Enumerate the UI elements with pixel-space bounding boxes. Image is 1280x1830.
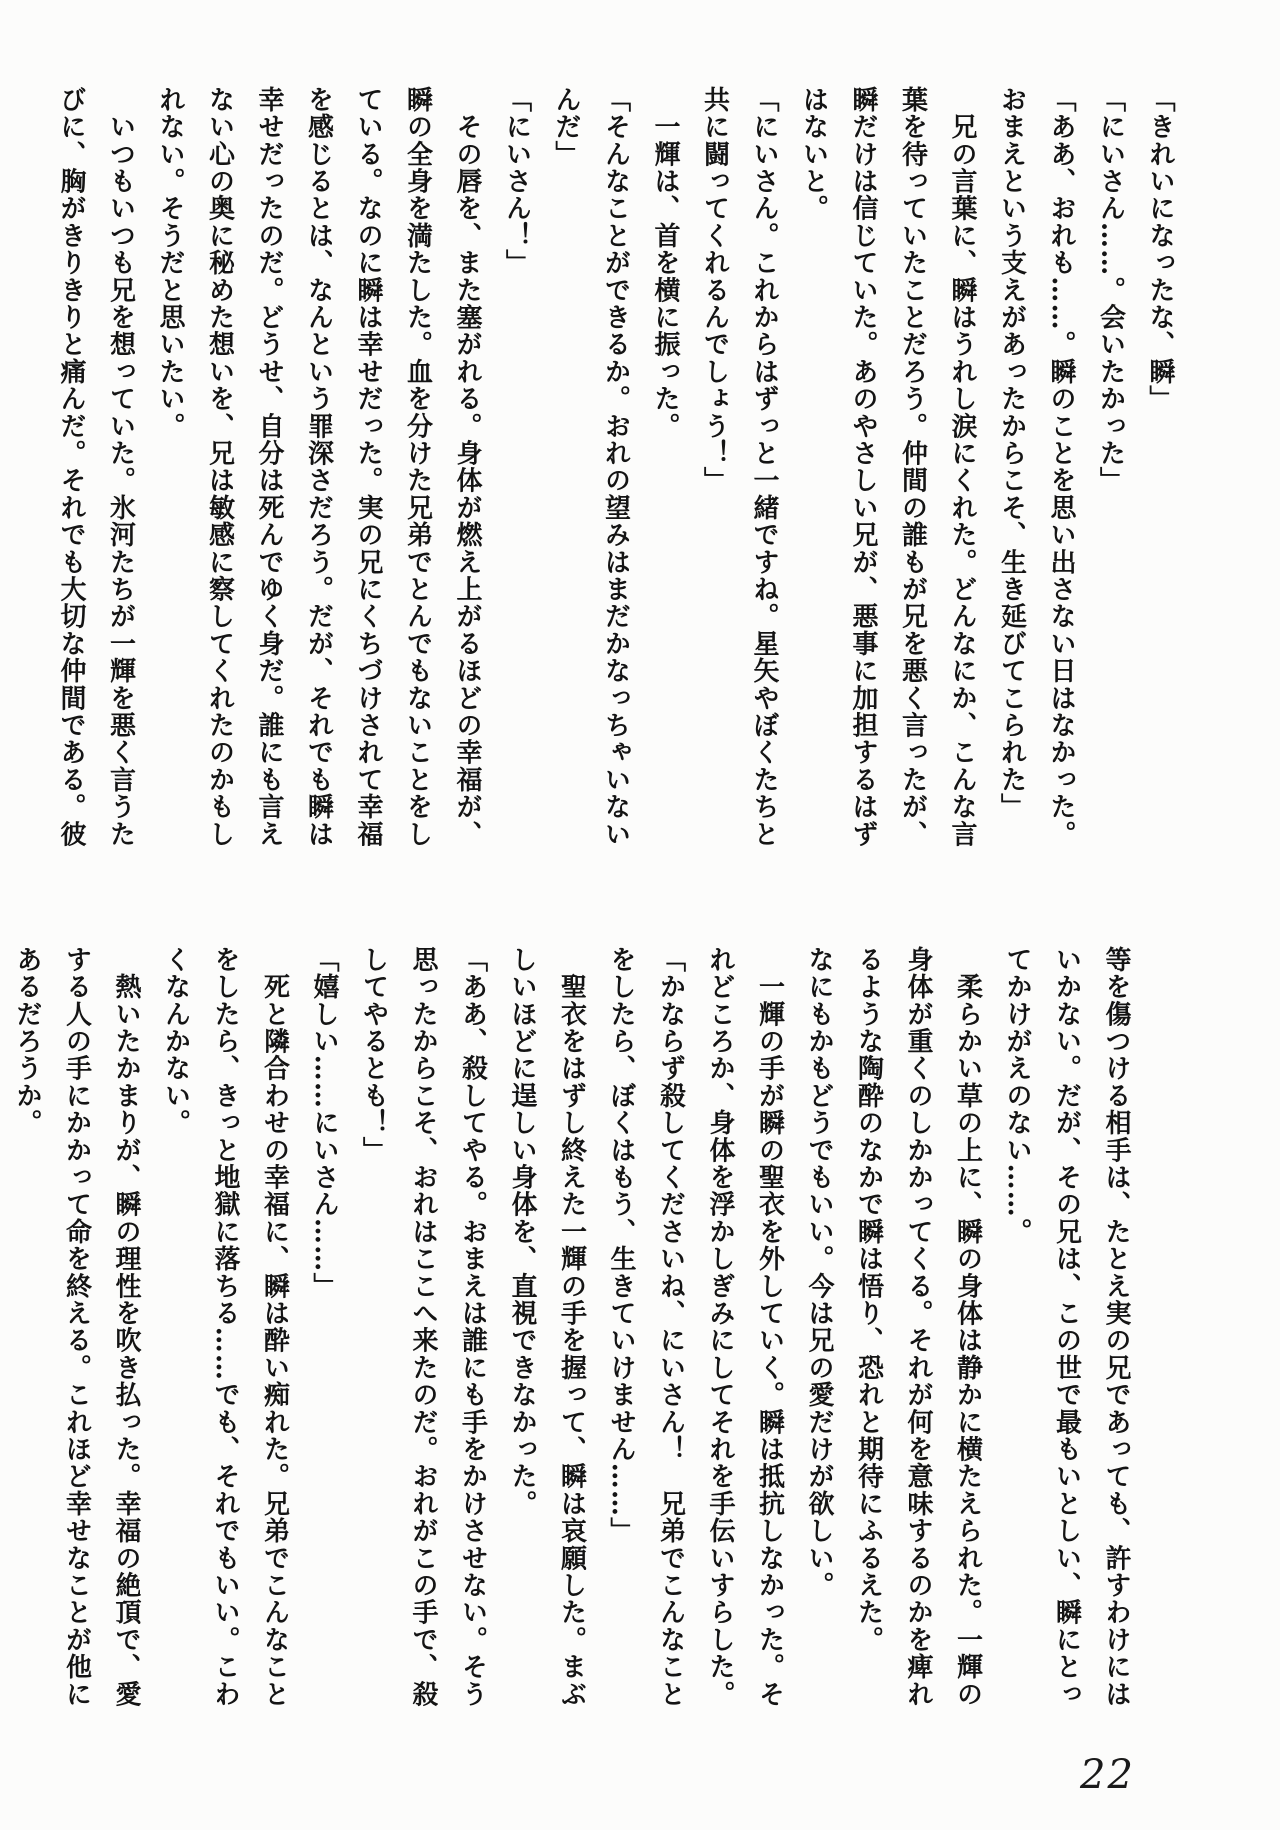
text-line: してやるとも！」 [358,946,389,1164]
text-line: する人の手にかかって命を終える。これほど幸せなことが他に [61,946,92,1708]
text-line: いかない。だが、その兄は、この世で最もいとしい、瞬にとっ [1051,946,1082,1708]
text-line: 共に闘ってくれるんでしょう！」 [699,86,730,494]
text-line: 瞬の全身を満たした。血を分けた兄弟でとんでもないことをし [402,86,433,848]
text-line: なにもかもどうでもいい。今は兄の愛だけが欲しい。 [804,946,834,1599]
text-line: を感じるとは、なんという罪深さだろう。だが、それでも瞬は [303,86,334,848]
text-line: びに、胸がきりきりと痛んだ。それでも大切な仲間である。彼 [56,86,86,848]
text-line: 思ったからこそ、おれはここへ来たのだ。おれがこの手で、殺 [408,946,438,1708]
text-line: 等を傷つける相手は、たとえ実の兄であっても、許すわけには [1101,946,1131,1708]
text-line: 幸せだったのだ。どうせ、自分は死んでゆく身だ。誰にも言え [254,86,284,848]
text-line: 「かならず殺してくださいね、にいさん！ 兄弟でこんなこと [655,946,686,1708]
text-line: おまえという支えがあったからこそ、生き延びてこられた」 [996,86,1027,821]
text-line: しいほどに逞しい身体を、直視できなかった。 [507,946,537,1518]
text-line: 柔らかい草の上に、瞬の身体は静かに横たえられた。一輝の [952,946,983,1708]
text-line: んだ」 [551,86,581,168]
text-line: はないと。 [798,86,829,222]
text-line: 「そんなことができるか。おれの望みはまだかなっちゃいない [600,86,631,848]
text-line: くなんかない。 [160,946,191,1137]
text-line: 瞬だけは信じていた。あのやさしい兄が、悪事に加担するはず [848,86,878,848]
upper-text-block [56,86,1184,888]
text-line: 「ああ、殺してやる。おまえは誰にも手をかけさせない。そう [457,946,488,1708]
lower-text-block [12,946,1140,1732]
text-line: てかけがえのない……。 [1002,946,1032,1246]
text-line: いつもいつも兄を想っていた。氷河たちが一輝を悪く言うた [105,86,136,848]
text-line: をしたら、ぼくはもう、生きていけません……」 [606,946,636,1545]
text-line: 熱いたかまりが、瞬の理性を吹き払った。幸福の絶頂で、愛 [111,946,141,1708]
text-line: 一輝は、首を横に振った。 [650,86,680,440]
text-line: ている。なのに瞬は幸せだった。実の兄にくちづけされて幸福 [353,86,383,848]
text-line: 聖衣をはずし終えた一輝の手を握って、瞬は哀願した。まぶ [556,946,587,1708]
text-line: 葉を待っていたことだろう。仲間の誰もが兄を悪く言ったが、 [897,86,928,848]
text-line: あるだろうか。 [12,946,42,1137]
text-line: 「にいさん！」 [501,86,532,277]
text-line: れどころか、身体を浮かしぎみにしてそれを手伝いすらした。 [705,946,735,1708]
text-line: 死と隣合わせの幸福に、瞬は酔い痴れた。兄弟でこんなこと [259,946,290,1708]
text-line: 「ああ、おれも……。瞬のことを思い出さない日はなかった。 [1046,86,1076,848]
text-line: その唇を、また塞がれる。身体が燃え上がるほどの幸福が、 [452,86,482,848]
text-line: 身体が重くのしかかってくる。それが何を意味するのかを痺れ [903,946,933,1708]
text-line: るような陶酔のなかで瞬は悟り、恐れと期待にふるえた。 [853,946,884,1654]
text-line: ない心の奥に秘めた想いを、兄は敏感に察してくれたのかもし [204,86,235,848]
text-line: 「にいさん。これからはずっと一緒ですね。星矢やぼくたちと [749,86,779,848]
text-line: れない。そうだと思いたい。 [155,86,185,440]
text-line: 「嬉しい……にいさん……」 [309,946,339,1300]
text-line: 「にいさん……。会いたかった」 [1095,86,1126,494]
text-line: 兄の言葉に、瞬はうれし涙にくれた。どんなにか、こんな言 [947,86,977,848]
text-line: 一輝の手が瞬の聖衣を外していく。瞬は抵抗しなかった。そ [754,946,785,1708]
text-line: をしたら、きっと地獄に落ちる……でも、それでもいい。こわ [210,946,240,1708]
text-line: 「きれいになったな、瞬」 [1145,86,1175,413]
page-number: 22 [1080,1752,1135,1798]
